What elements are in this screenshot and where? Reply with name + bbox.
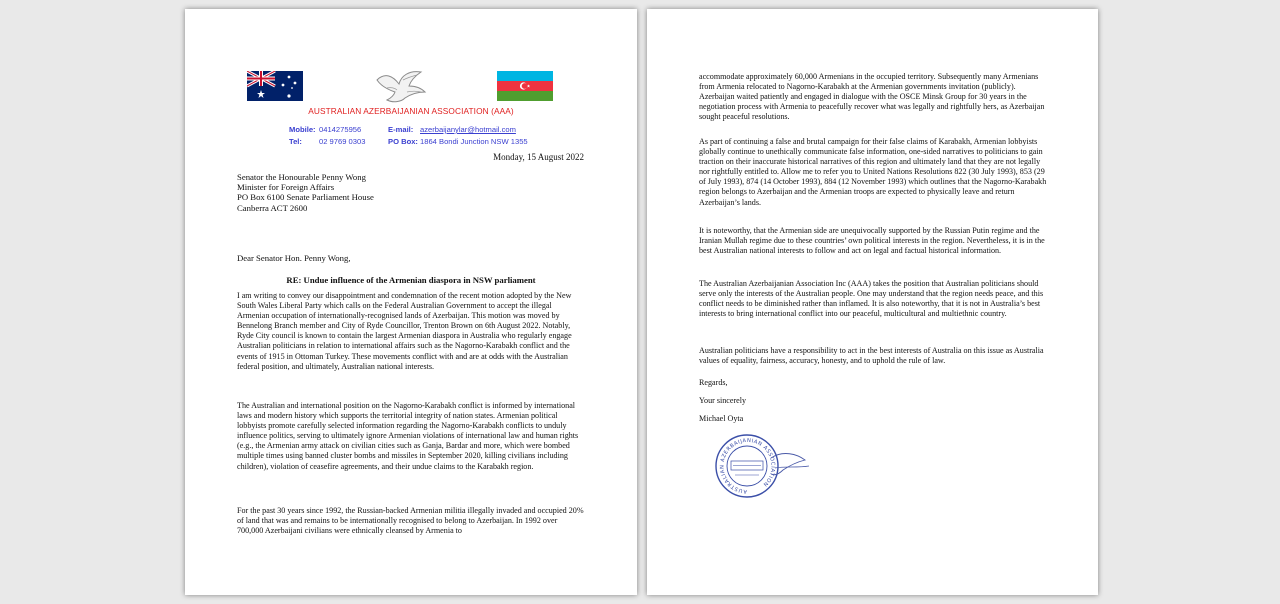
letter-date: Monday, 15 August 2022 <box>493 152 584 162</box>
tel-number: 02 9769 0303 <box>319 137 366 146</box>
contact-address <box>388 124 528 148</box>
recipient-line: PO Box 6100 Senate Parliament House <box>237 192 374 203</box>
stamp-text: AUSTRALIAN AZERBAIJANIAN ASSOCIATION <box>719 437 776 495</box>
body-paragraph: accommodate approximately 60,000 Armenians in the occupied territory. Subsequently many Armenians from Armenia relocated to Nagorno-Karabakh at the Armenian governments invitation (publicly). Azerbaijan waited patiently and engaged in dialogue with the OSCE Minsk Group for 30 years in the negotiation process with Armenia to peacefully recover what was legally and rightfully hers, as Azerbaijan sought peaceful resolutions. <box>699 72 1045 122</box>
recipient-address <box>237 172 374 213</box>
body-paragraph: Australian politicians have a responsibility to act in the best interests of Australia on this issue as Australia values of equality, fairness, accuracy, honesty, and to uphold the rule of law. <box>699 346 1044 366</box>
signoff: Your sincerely <box>699 396 747 405</box>
dove-logo-icon <box>371 66 431 106</box>
signatory-name: Michael Oyta <box>699 414 744 423</box>
association-stamp-icon <box>713 432 819 500</box>
body-paragraph: It is noteworthy, that the Armenian side are unequivocally supported by the Russian Putin regime and the Iranian Mullah regime due to these countries’ own political interests in the region. Nevertheless, it is in the best Australian national interests to follow and act on legal and factual historical information. <box>699 226 1045 256</box>
body-paragraph: I am writing to convey our disappointment and condemnation of the recent motion adopted by the New South Wales Liberal Party which calls on the Federal Australian Government to accept the illegal Armenian occupation of internationally-recognised lands of Azerbaijan. This motion was moved by Bennelong Branch member and City of Ryde Councillor, Trenton Brown on 6th August 2022. Notably, Ryde City council is known to contain the largest Armenian diaspora in Australia who regularly engage Australian politicians in relation to international affairs such as the Nagorno-Karabakh conflict and the events of 1915 in Ottoman Turkey. These movements conflict with and are at odds with the Australian federal position, and ultimately, Australian national interests. <box>237 291 572 371</box>
body-paragraph: As part of continuing a false and brutal campaign for their false claims of Karabakh, Armenian lobbyists globally continue to unethically communicate false information, one-sided narratives to politicians to gain traction on their inaccurate historical narratives of this region and ultimately land that they are not legally nor rightfully entitled to. Allow me to refer you to United Nations Resolutions 822 (30 July 1993), 853 (29 of July 1993), 874 (14 October 1993), 884 (12 November 1993) which outlines that the Nagorno-Karabakh region belongs to Azerbaijan and the Armenian troops are expected to physically leave and return Azerbaijan’s lands. <box>699 137 1047 207</box>
mobile-number: 0414275956 <box>319 125 362 134</box>
recipient-line: Senator the Honourable Penny Wong <box>237 172 366 182</box>
recipient-line: Minister for Foreign Affairs <box>237 182 335 193</box>
mobile-label: Mobile: <box>289 125 316 134</box>
recipient-line: Canberra ACT 2600 <box>237 202 308 213</box>
body-paragraph: The Australian Azerbaijanian Association Inc (AAA) takes the position that Australian politicians should serve only the interests of the Australian people. One may understand that the region needs peace, and this conflict needs to be diminished rather than inflamed. It is also noteworthy, that it is not in Australia’s best interests to bring international conflict into our peaceful, multicultural and multiethnic country. <box>699 279 1044 319</box>
letter-page-1 <box>185 9 637 595</box>
body-paragraph: The Australian and international position on the Nagorno-Karabakh conflict is informed by international laws and modern history which supports the territorial integrity of nation states. Armenian political lobbyists promote carefully selected information regarding the Nagorno-Karabakh conflicts to unduly influence politics, serving to ultimately ignore Armenian violations of international law and human rights (e.g., the Armenian army attack on civilian cities such as Ganja, Bardar and more, which were bombed multiple times using banned cluster bombs and missiles in September 2020, killing civilians including children), violation of ceasefire agreements, and their undue claims to the Karabakh region. <box>237 401 579 471</box>
pobox-address: 1864 Bondi Junction NSW 1355 <box>420 137 528 146</box>
pobox-label: PO Box: <box>388 137 418 146</box>
contact-phones <box>289 124 365 148</box>
email-link[interactable]: azerbaijanylar@hotmail.com <box>420 125 516 134</box>
australian-flag-icon <box>247 71 303 101</box>
salutation: Dear Senator Hon. Penny Wong, <box>237 253 351 263</box>
letter-page-2 <box>647 9 1098 595</box>
organization-name: AUSTRALIAN AZERBAIJANIAN ASSOCIATION (AAA) <box>308 106 514 116</box>
subject-line: RE: Undue influence of the Armenian diaspora in NSW parliament <box>286 275 536 285</box>
email-label: E-mail: <box>388 125 414 134</box>
azerbaijan-flag-icon <box>497 71 553 101</box>
tel-label: Tel: <box>289 137 302 146</box>
closing: Regards, <box>699 378 728 387</box>
body-paragraph: For the past 30 years since 1992, the Russian-backed Armenian militia illegally invaded and occupied 20% of land that was and remains to be internationally recognised to belong to Azerbaijan. In 1992 over 700,000 Azerbaijani civilians were ethnically cleansed by Armenia to <box>237 506 584 536</box>
